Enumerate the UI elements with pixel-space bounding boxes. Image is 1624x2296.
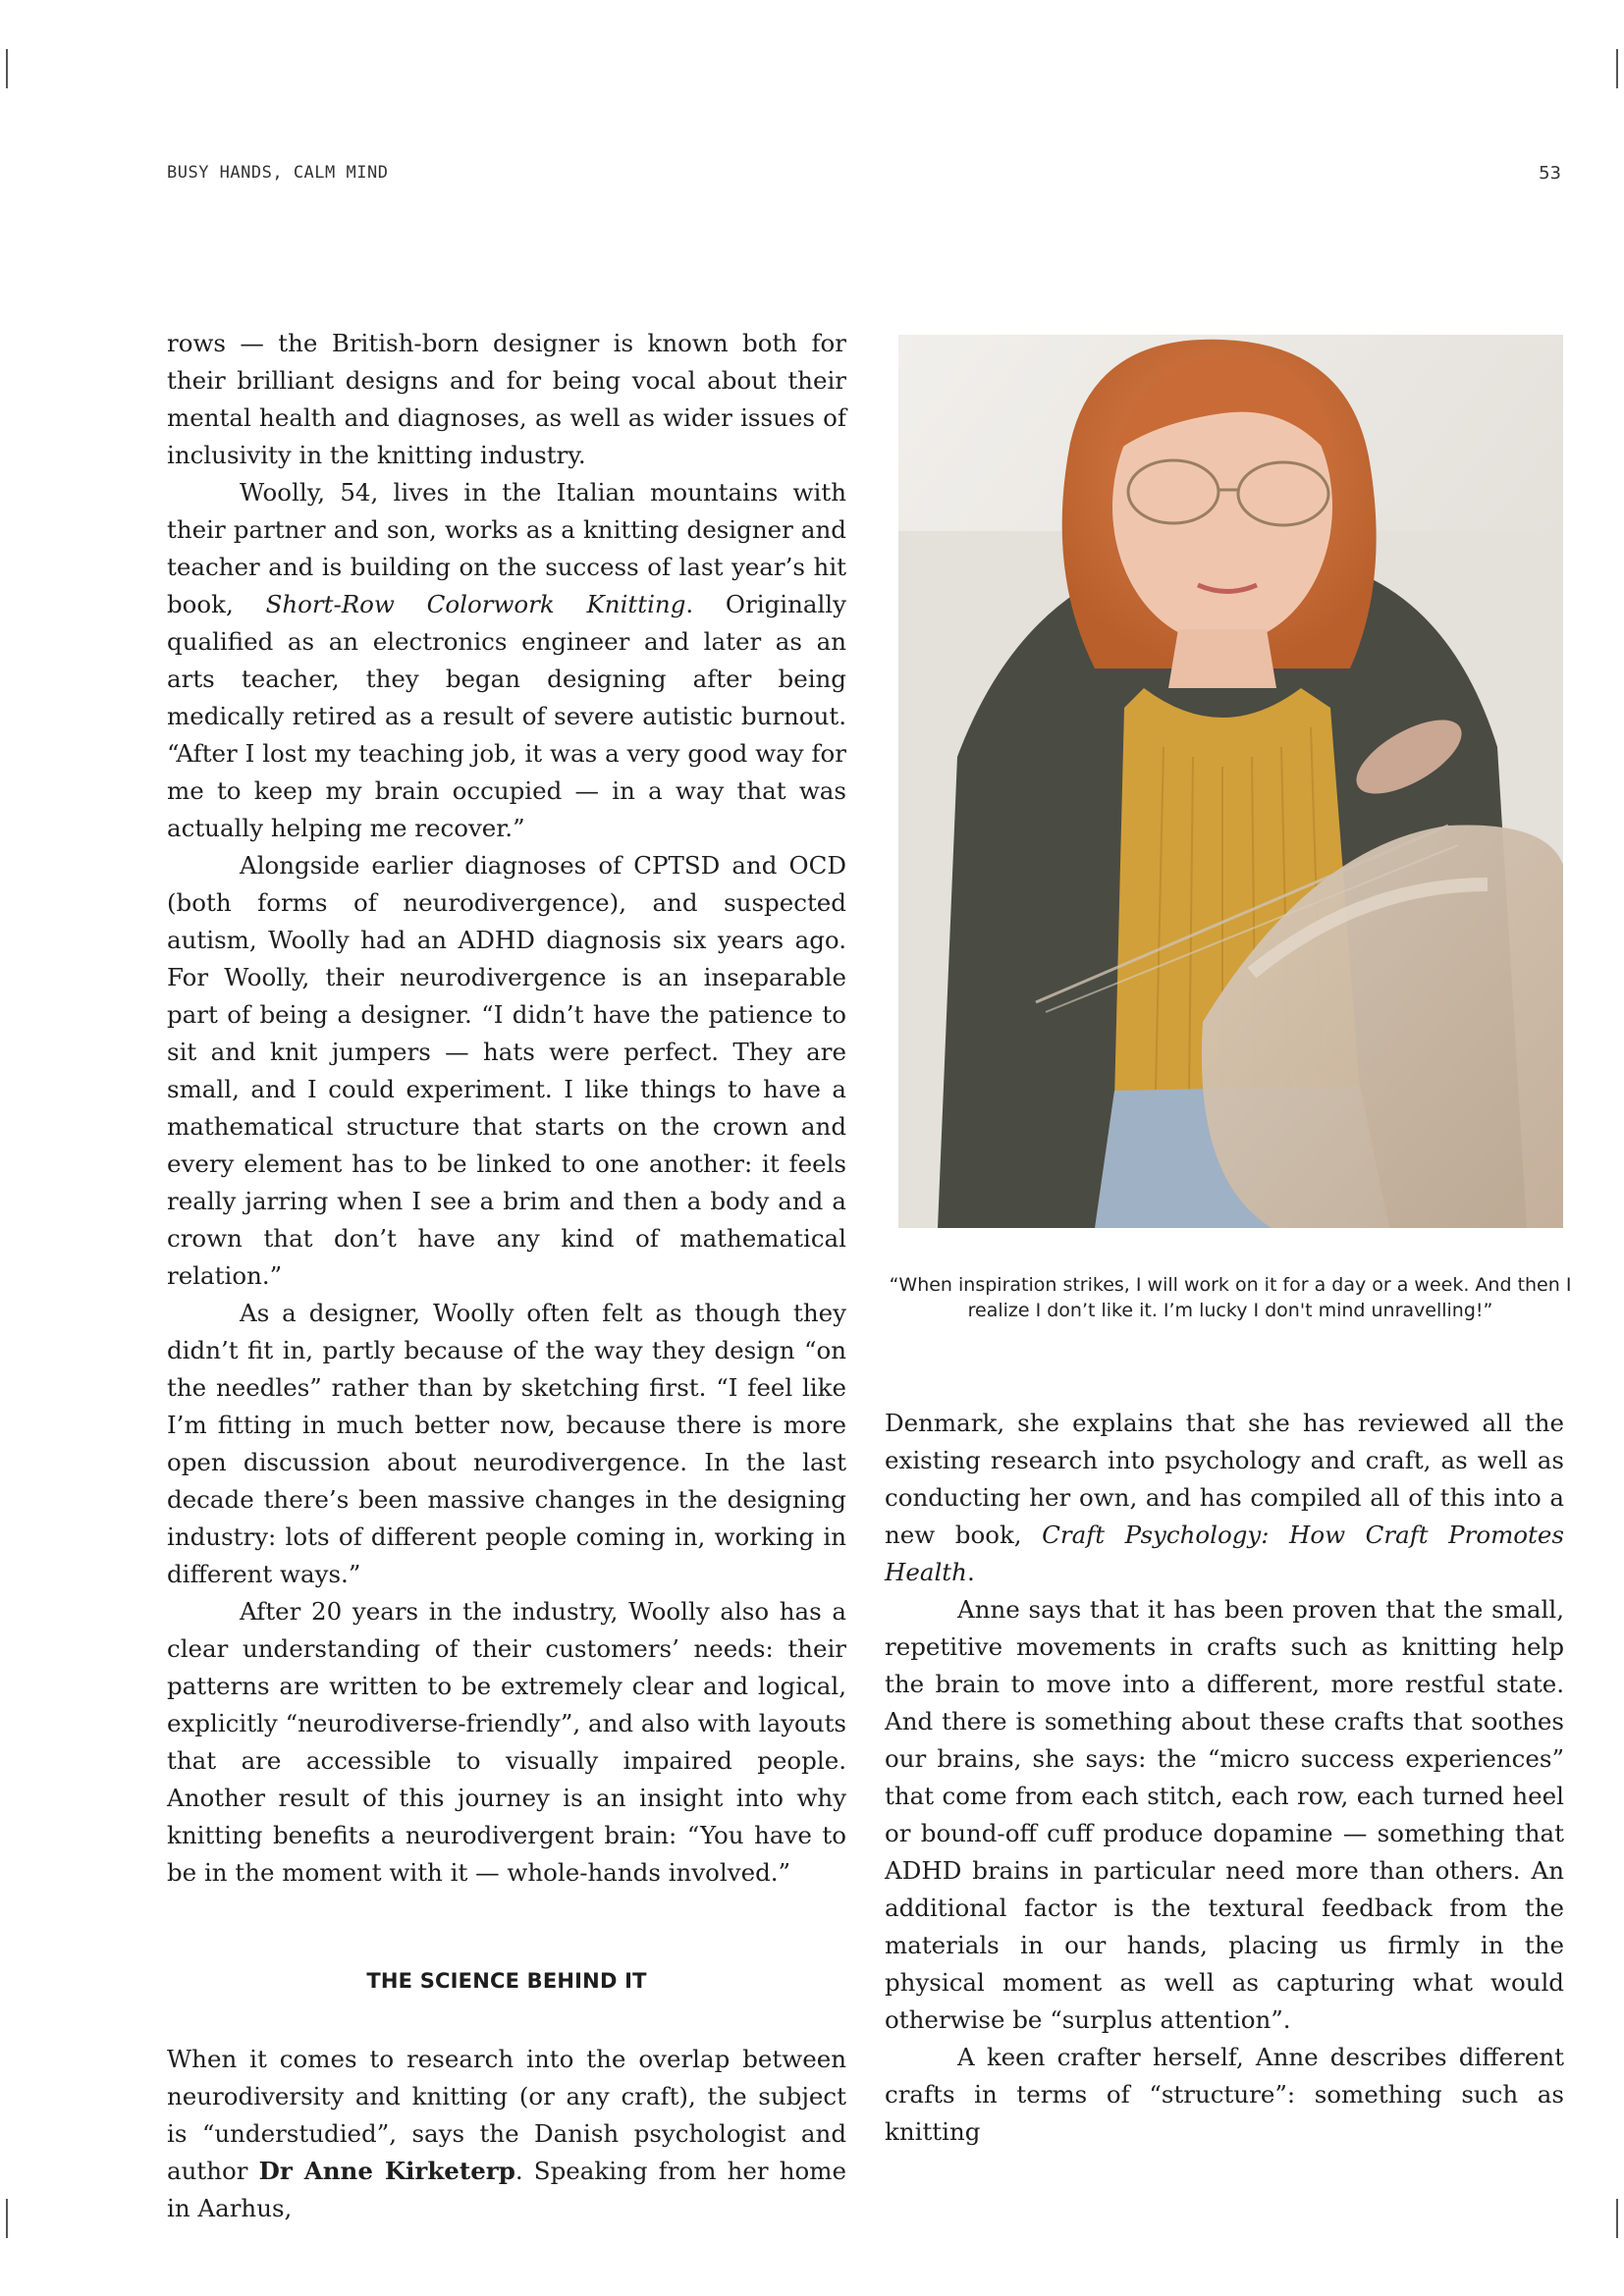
- left-column: [167, 325, 846, 2227]
- page-number: 53: [1539, 163, 1561, 184]
- paragraph: After 20 years in the industry, Woolly also has a clear understanding of their customers’ needs: their patterns are written to be extremely clear and logical, explicitly “neurodiverse-friendly”, and also with layouts that are accessible to visually impaired people. Another result of this journey is an insight into why knitting benefits a neurodivergent brain: “You have to be in the moment with it — whole-hands involved.”: [167, 1597, 846, 1887]
- paragraph: Alongside earlier diagnoses of CPTSD and OCD (both forms of neurodivergence), and suspected autism, Woolly had an ADHD diagnosis six years ago. For Woolly, their neurodivergence is an inseparable part of being a designer. “I didn’t have the patience to sit and knit jumpers — hats were perfect. They are small, and I could experiment. I like things to have a mathematical structure that starts on the crown and every element has to be linked to one another: it feels really jarring when I see a brim and then a body and a crown that don’t have any kind of mathematical relation.”: [167, 851, 846, 1290]
- crop-mark-bottom-right: [1616, 2199, 1618, 2238]
- paragraph: rows — the British-born designer is known both for their brilliant designs and for being vocal about their mental health and diagnoses, as well as wider issues of inclusivity in the knitting industry.: [167, 329, 846, 469]
- paragraph: When it comes to research into the overlap between neurodiversity and knitting (or any craft), the subject is “understudied”, says the Danish psychologist and author Dr Anne Kirketerp. Speaking from her home in Aarhus,: [167, 2045, 847, 2222]
- paragraph: As a designer, Woolly often felt as though they didn’t fit in, partly because of the way they design “on the needles” rather than by sketching first. “I feel like I’m fitting in much better now, because there is more open discussion about neurodivergence. In the last decade there’s been massive changes in the designing industry: lots of different people coming in, working in different ways.”: [167, 1299, 846, 1588]
- book-title: Short-Row Colorwork Knitting: [265, 590, 686, 618]
- book-title: Craft Psychology: How Craft Promotes Health: [885, 1521, 1564, 1586]
- photo-caption: “When inspiration strikes, I will work on it for a day or a week. And then I realize I don’t like it. I’m lucky I don't mind unravelling!”: [889, 1274, 1572, 1321]
- running-head: BUSY HANDS, CALM MIND: [167, 163, 389, 183]
- crop-mark-top-left: [6, 49, 8, 88]
- right-column: [885, 1405, 1564, 2151]
- paragraph: Anne says that it has been proven that the small, repetitive movements in crafts such as knitting help the brain to move into a different, more restful state. And there is something about these crafts that soothes our brains, she says: the “micro success experiences” that come from each stitch, each row, each turned heel or bound-off cuff produce dopamine — something that ADHD brains in particular need more than others. An additional factor is the textural feedback from the materials in our hands, placing us firmly in the physical moment as well as capturing what would otherwise be “surplus attention”.: [885, 1595, 1564, 2034]
- knitter-photo-illustration: [898, 335, 1563, 1228]
- paragraph: Woolly, 54, lives in the Italian mountains with their partner and son, works as a knitting designer and teacher and is building on the success of last year’s hit book, Short-Row Colorwork Knitting. Originally qualified as an electronics engineer and later as an arts teacher, they began designing after being medically retired as a result of severe autistic burnout. “After I lost my teaching job, it was a very good way for me to keep my brain occupied — in a way that was actually helping me recover.”: [167, 478, 846, 842]
- section-subhead: THE SCIENCE BEHIND IT: [366, 1969, 647, 1993]
- crop-mark-top-right: [1616, 49, 1618, 88]
- paragraph: Denmark, she explains that she has reviewed all the existing research into psychology and craft, as well as conducting her own, and has compiled all of this into a new book, Craft Psychology: How Craft Promotes Health.: [885, 1409, 1564, 1586]
- paragraph: A keen crafter herself, Anne describes different crafts in terms of “structure”: something such as knitting: [885, 2043, 1564, 2146]
- person-name: Dr Anne Kirketerp: [258, 2157, 515, 2185]
- crop-mark-bottom-left: [6, 2199, 8, 2238]
- knitter-photo: [898, 335, 1563, 1228]
